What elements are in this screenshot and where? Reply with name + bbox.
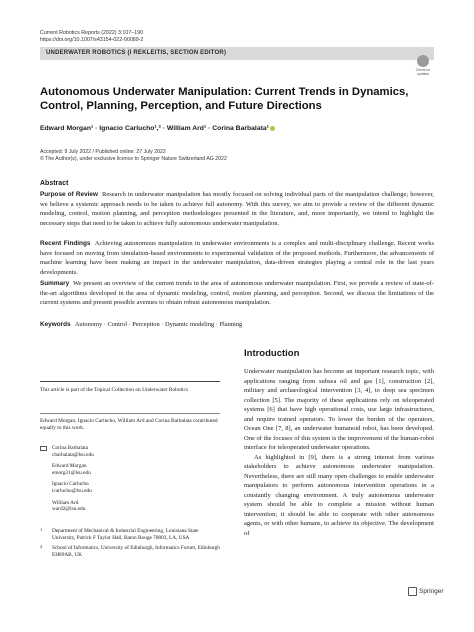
author-list bbox=[40, 125, 275, 132]
contact-email[interactable]: icarlucho@lsu.edu bbox=[52, 487, 92, 494]
topical-collection-note: This article is part of the Topical Collection on Underwater Robotics bbox=[40, 381, 220, 394]
contact-name: Edward Morgan bbox=[52, 463, 87, 470]
contact-name: Corina Barbalata bbox=[52, 445, 89, 451]
envelope-icon bbox=[40, 446, 47, 451]
findings-label: Recent Findings bbox=[40, 240, 91, 247]
summary-label: Summary bbox=[40, 280, 70, 287]
introduction-heading: Introduction bbox=[244, 348, 300, 359]
section-label: UNDERWATER ROBOTICS (I REKLEITIS, SECTION EDITOR) bbox=[46, 50, 227, 56]
publisher-logo bbox=[408, 587, 444, 596]
affiliation-item bbox=[40, 528, 220, 541]
contact-name: William Ard bbox=[52, 499, 79, 506]
accepted-date: Accepted: 9 July 2022 / Published online: 27 July 2022 bbox=[40, 149, 166, 155]
keywords-text: Autonomy · Control · Perception · Dynamic modeling · Planning bbox=[74, 321, 243, 328]
journal-citation: Current Robotics Reports (2022) 3:107–190 bbox=[40, 30, 144, 36]
orcid-icon[interactable] bbox=[270, 126, 275, 131]
keywords-label: Keywords bbox=[40, 321, 71, 328]
authors-text: Edward Morgan¹ · Ignacio Carlucho¹,² · William Ard¹ · Corina Barbalata¹ bbox=[40, 125, 269, 132]
contact-item bbox=[52, 463, 220, 476]
contact-email[interactable]: emorg31@lsu.edu bbox=[52, 469, 91, 476]
contact-email[interactable]: ward2@lsu.edu bbox=[52, 506, 86, 513]
summary-text: We present an overview of the current trends in the area of autonomous underwater manipulation. First, we provide a review of state-of-the-art algorithms developed in the area of dynamic modeling, control, motion planning, and perception. Second, we discuss the limitations of the current systems and present possible avenues to obtain robust autonomous manipulation. bbox=[40, 280, 434, 307]
affiliation-text: Department of Mechanical & Industrial Engineering, Louisiana State University, Patrick F Taylor Hall, Baton Rouge 70803, LA, USA bbox=[52, 528, 199, 541]
affiliation-text: School of Informatics, University of Edinburgh, Informatics Forum, Edinburgh EH89AB, UK bbox=[52, 545, 220, 558]
check-updates-icon bbox=[417, 55, 429, 67]
contact-item bbox=[52, 481, 220, 494]
check-for-updates-badge[interactable] bbox=[412, 55, 434, 77]
badge-line1: Check for bbox=[415, 68, 431, 72]
contact-item bbox=[52, 445, 220, 458]
affiliation-item bbox=[40, 545, 220, 558]
introduction-body bbox=[244, 367, 434, 538]
contact-email[interactable]: cbarbalata@lsu.edu bbox=[52, 451, 94, 458]
abstract-heading: Abstract bbox=[40, 180, 69, 187]
article-dates bbox=[40, 149, 227, 163]
affiliation-number: 2 bbox=[40, 544, 43, 550]
intro-paragraph-2: As highlighted in [9], there is a strong interest from various stakeholders to achieve autonomous underwater manipulation. Nevertheless, there are still many open challenges to enable underwater manipulators to perform autonomous intervention operations in a constantly changing environment. A truly autonomous underwater system should be able to complete a mission without human intervention; it should be able to cooperate with other autonomous agents, or with other humans, to achieve its objective. The development of bbox=[244, 453, 434, 537]
findings-text: Achieving autonomous manipulation in underwater environments is a complex and multi-disciplinary challenge. Recent works have focused on moving from simulation-based environments to experimental validation of the proposed methods. Furthermore, the advancements of machine learning have been making an impact in the underwater manipulation, data-driven strategies playing a central role in the last years developments. bbox=[40, 240, 434, 276]
badge-line2: updates bbox=[416, 72, 430, 76]
purpose-label: Purpose of Review bbox=[40, 191, 98, 198]
intro-paragraph-1: Underwater manipulation has become an important research topic, with applications ranging from subsea oil and gas [1], construction [2], military and archaeological intervention [3, 4], to deep sea specimen collection [5]. The majority of these applications rely on teleoperated systems [6] that have high operational costs, use large infrastructures, and require trained operators. To lower the burden of the operators, Ocean One [7, 8], an underwater humanoid robot, has been developed. One of the focuses of this system is the improvement of the human-robot interface for teleoperated underwater operations. bbox=[244, 368, 434, 451]
doi-link[interactable]: https://doi.org/10.1007/s43154-022-00089-2 bbox=[40, 37, 144, 43]
section-banner bbox=[40, 47, 434, 60]
abstract-purpose bbox=[40, 190, 434, 228]
springer-horse-icon bbox=[408, 587, 417, 596]
affiliation-number: 1 bbox=[40, 527, 43, 532]
copyright-line: © The Author(s), under exclusive licence to Springer Nature Switzerland AG 2022 bbox=[40, 156, 227, 162]
abstract-findings bbox=[40, 239, 434, 277]
journal-header bbox=[40, 30, 143, 44]
keywords bbox=[40, 321, 242, 328]
contact-emails bbox=[40, 445, 220, 518]
contact-name: Ignacio Carlucho bbox=[52, 481, 89, 488]
abstract-summary bbox=[40, 279, 434, 308]
publisher-name: Springer bbox=[419, 588, 444, 596]
equal-contribution-note: Edward Morgan, Ignacio Carlucho, William Ard and Corina Barbalata contributed equally to this work. bbox=[40, 413, 220, 432]
article-title: Autonomous Underwater Manipulation: Current Trends in Dynamics, Control, Planning, Perception, and Future Directions bbox=[40, 86, 409, 112]
purpose-text: Research in underwater manipulation has mostly focused on solving individual parts of the manipulation challenge; however, we believe a systemic approach needs to be taken to achieve full autonomy. With this survey, we aim to provide a review of the different dynamic modeling, control, motion planning, and perception methodologies presented in the literature, and, more importantly, we intend to highlight the necessary steps that need to be taken to achieve fully autonomous underwater manipulation. bbox=[40, 191, 435, 227]
affiliations bbox=[40, 528, 220, 562]
contact-item bbox=[52, 500, 220, 513]
